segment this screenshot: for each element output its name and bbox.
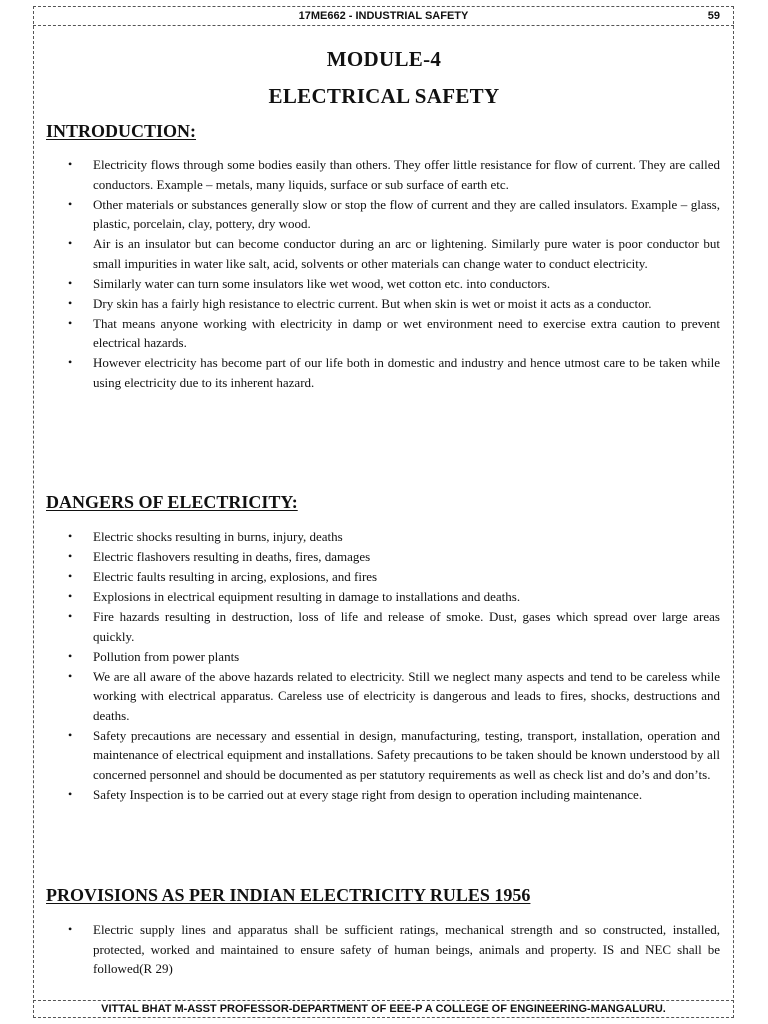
bullet-icon: • (68, 668, 73, 683)
bullet-icon: • (68, 196, 73, 211)
module-title: MODULE-4 (326, 47, 442, 71)
list-item: • Pollution from power plants (66, 647, 720, 667)
list-item: • Safety precautions are necessary and essential in design, manufacturing, testing, transport, installation, operation and maintenance of electrical equipment and installations. Safety precautions to be taken should be known understood by all concerned personnel and should be documented as per statutory requirements as well as check list and do’s and don’ts. (68, 727, 720, 782)
list-item: • Safety Inspection is to be carried out at every stage right from design to operation including maintenance. (66, 785, 720, 805)
bullet-icon: • (68, 275, 73, 290)
bullet-icon: • (68, 589, 73, 603)
list-item: • Dry skin has a fairly high resistance to electric current. But when skin is wet or moist it acts as a conductor. (66, 294, 720, 314)
provisions-list (66, 920, 720, 979)
list-item: • Electric faults resulting in arcing, explosions, and fires (66, 567, 720, 587)
list-item: • Fire hazards resulting in destruction, loss of life and release of smoke. Dust, gases which spread over large areas quickly. (68, 609, 720, 644)
list-item: • However electricity has become part of our life both in domestic and industry and hence utmost care to be taken while using electricity due to its inherent hazard. (68, 355, 720, 390)
chapter-title: ELECTRICAL SAFETY (268, 84, 500, 108)
bullet-icon: • (68, 727, 73, 742)
list-item: • Explosions in electrical equipment resulting in damage to installations and deaths. (66, 587, 720, 607)
bullet-icon: • (68, 549, 73, 563)
section-heading-introduction: INTRODUCTION: (46, 121, 197, 141)
page-number: 59 (707, 10, 720, 22)
bullet-icon: • (68, 922, 73, 936)
bullet-icon: • (68, 157, 73, 171)
bullet-icon: • (68, 786, 73, 801)
bullet-icon: • (68, 609, 73, 623)
bullet-icon: • (68, 569, 73, 583)
list-item: • That means anyone working with electricity in damp or wet environment need to exercise extra caution to prevent electrical hazards. (68, 315, 720, 350)
section-heading-provisions: PROVISIONS AS PER INDIAN ELECTRICITY RULES 1956 (46, 885, 531, 905)
dangers-list (66, 527, 720, 805)
course-code-title: 17ME662 - INDUSTRIAL SAFETY (298, 10, 469, 22)
section-heading-dangers: DANGERS OF ELECTRICITY: (46, 492, 298, 512)
bullet-icon: • (68, 315, 73, 330)
list-item: • Similarly water can turn some insulators like wet wood, wet cotton etc. into conductors. (66, 274, 720, 294)
list-item: • Other materials or substances generally slow or stop the flow of current and they are called insulators. Example – glass, plastic, porcelain, clay, pottery, dry wood. (68, 196, 720, 231)
list-item: • Air is an insulator but can become conductor during an arc or lightening. Similarly pure water is poor conductor but small impurities in water like salt, acid, solvents or other materials can change water to conduct electricity. (68, 236, 720, 271)
list-item: • Electric supply lines and apparatus shall be sufficient ratings, mechanical strength and so constructed, installed, protected, worked and maintained to ensure safety of human beings, animals and property. IS and NEC shall be followed(R 29) (68, 922, 720, 976)
bullet-icon: • (68, 648, 73, 663)
list-item: • Electric flashovers resulting in deaths, fires, damages (66, 547, 720, 567)
bullet-icon: • (68, 529, 73, 543)
bullet-icon: • (68, 236, 73, 250)
list-item: • We are all aware of the above hazards related to electricity. Still we neglect many aspects and tend to be careless while working with electrical apparatus. Careless use of electricity is dangerous and leads to fires, shocks, destructions and deaths. (68, 668, 720, 723)
introduction-list (66, 155, 720, 393)
bullet-icon: • (68, 355, 73, 369)
page-footer: VITTAL BHAT M-ASST PROFESSOR-DEPARTMENT OF EEE-P A COLLEGE OF ENGINEERING-MANGALURU. (33, 1000, 734, 1018)
list-item: • Electricity flows through some bodies easily than others. They offer little resistance for flow of current. They are called conductors. Example – metals, many liquids, surface or sub surface of earth etc. (68, 157, 720, 192)
page-header (33, 8, 734, 26)
list-item: • Electric shocks resulting in burns, injury, deaths (66, 527, 720, 547)
bullet-icon: • (68, 295, 73, 310)
